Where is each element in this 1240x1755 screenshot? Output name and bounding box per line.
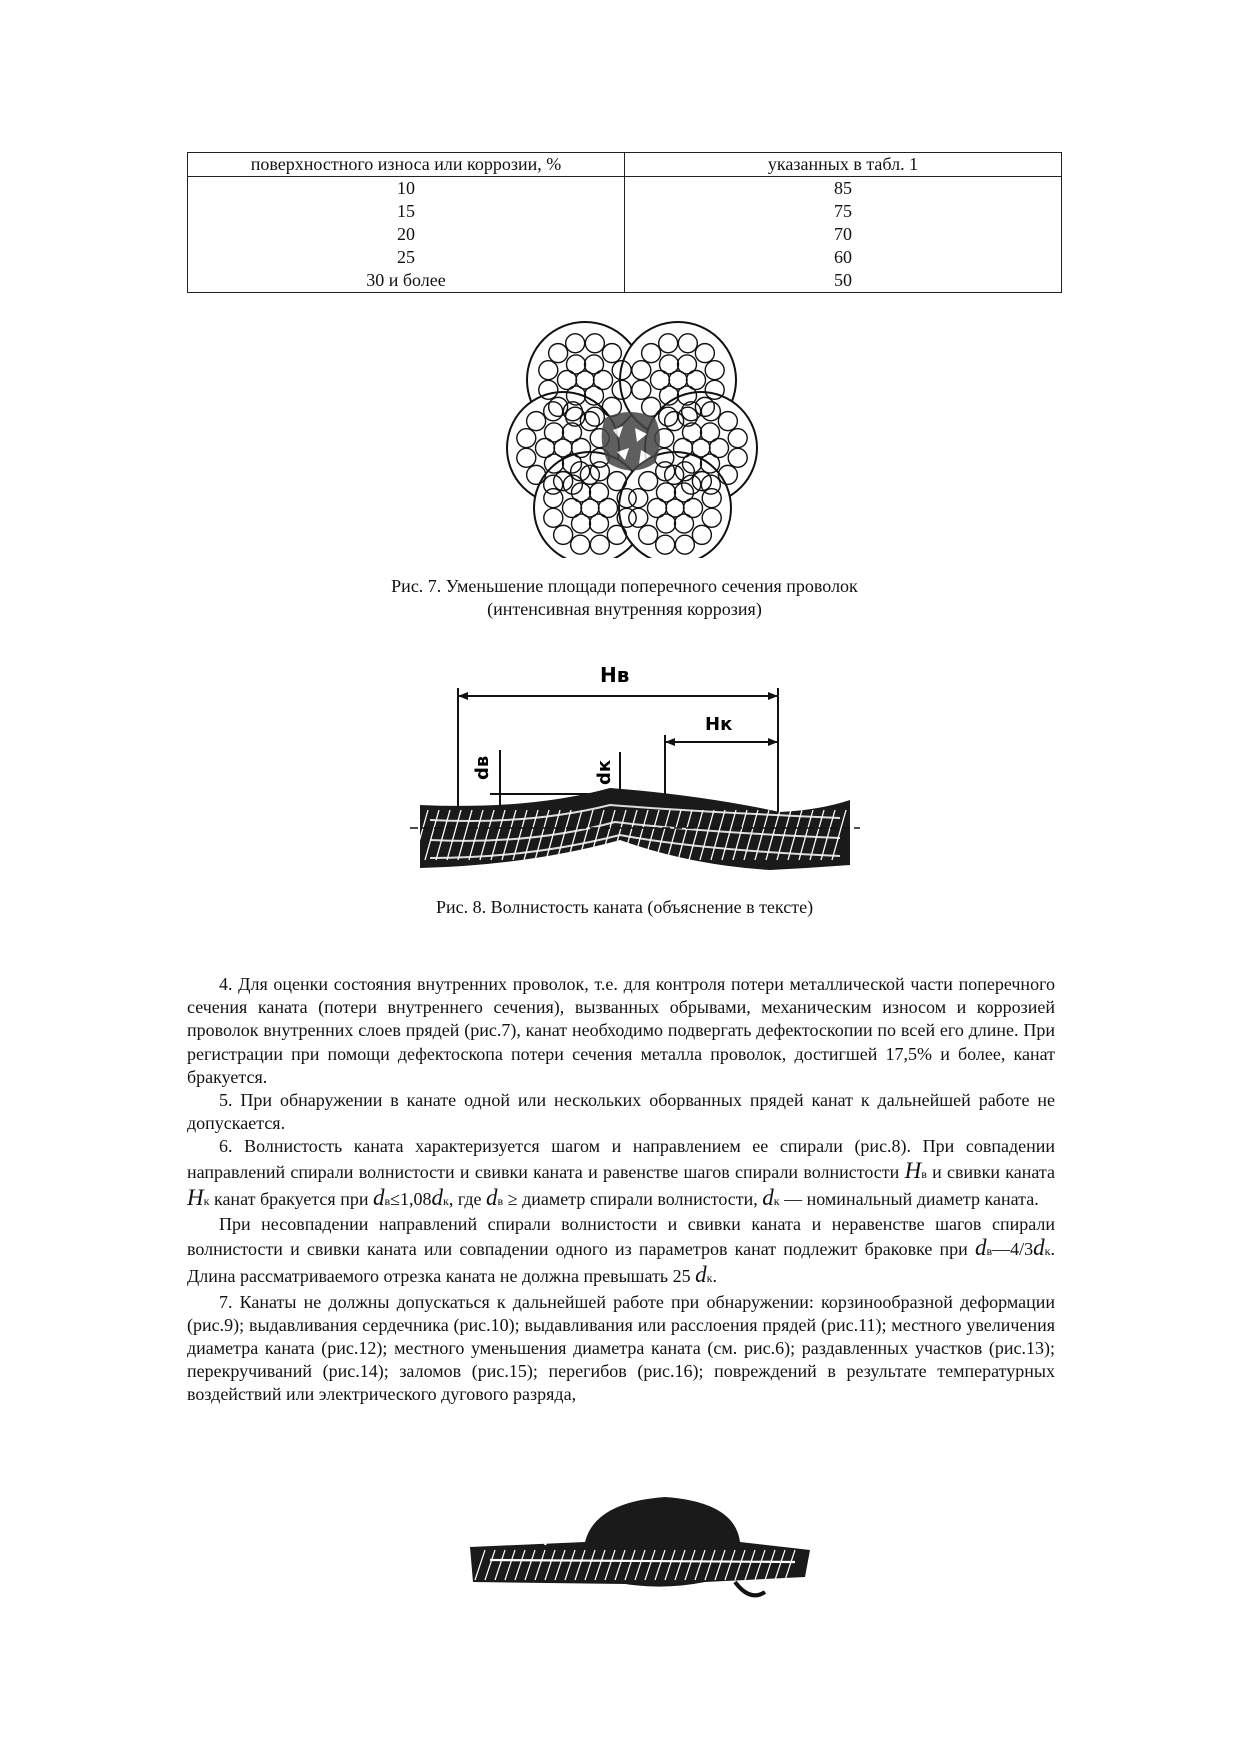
symbol-hv: H bbox=[904, 1157, 922, 1183]
symbol-hv-sub: в bbox=[921, 1166, 927, 1181]
symbol-dv-sub: в bbox=[986, 1244, 993, 1259]
p6-text-g: — номинальный диаметр каната. bbox=[779, 1188, 1039, 1209]
symbol-dv: d bbox=[372, 1184, 385, 1210]
table-row bbox=[188, 177, 1062, 201]
table-header-wear: поверхностного износа или коррозии, % bbox=[188, 153, 625, 177]
symbol-dk-sub: к bbox=[773, 1193, 780, 1208]
symbol-dk: d bbox=[695, 1262, 707, 1288]
table-cell-wear: 15 bbox=[188, 200, 625, 223]
table-row bbox=[188, 269, 1062, 293]
fig7-caption-line1: Рис. 7. Уменьшение площади поперечного сечения проволок bbox=[391, 576, 858, 596]
p6-text-f: ≥ диаметр спирали волнистости, bbox=[503, 1188, 763, 1209]
paragraph-7: 7. Канаты не должны допускаться к дальнейшей работе при обнаружении: корзинообразной деформации (рис.9); выдавливания сердечника (рис.10); выдавливания или расслоения прядей (рис.11); местного увеличения диаметра каната (рис.12); местного уменьшения диаметра каната (см. рис.6); раздавленных участков (рис.13); перекручиваний (рис.14); заломов (рис.15); перегибов (рис.16); повреждений в результате температурных воздействий или электрического дугового разряда, bbox=[187, 1291, 1055, 1405]
table-row bbox=[188, 200, 1062, 223]
symbol-hk-sub: к bbox=[203, 1193, 210, 1208]
label-dk: dк bbox=[594, 759, 615, 785]
rope-waviness-figure bbox=[410, 660, 860, 885]
p6b-text-c: . Длина рассматриваемого отрезка каната не должна превышать 25 bbox=[187, 1239, 1055, 1287]
paragraph-4: 4. Для оценки состояния внутренних проволок, т.е. для контроля потери металлической части поперечного сечения каната (потери внутреннего сечения), вызванных обрывами, механическим износом и коррозией проволок внутренних слоев прядей (рис.7), канат необходимо подвергать дефектоскопии по всей его длине. При регистрации при помощи дефектоскопа потери сечения металла проволок, достигшей 17,5% и более, канат бракуется. bbox=[187, 974, 1055, 1087]
symbol-hk: H bbox=[187, 1184, 204, 1210]
table-cell-pct: 50 bbox=[625, 269, 1062, 293]
p6-text-e: , где bbox=[448, 1188, 487, 1209]
symbol-dk: d bbox=[1033, 1235, 1045, 1261]
symbol-dv: d bbox=[486, 1184, 498, 1210]
table-cell-pct: 60 bbox=[625, 246, 1062, 269]
table-cell-wear: 30 и более bbox=[188, 269, 625, 293]
label-hk: Hк bbox=[705, 714, 733, 735]
table-cell-wear: 10 bbox=[188, 177, 625, 201]
table-cell-wear: 25 bbox=[188, 246, 625, 269]
p6-text-b: и свивки каната bbox=[926, 1161, 1056, 1182]
p6-text-c: канат бракуется при bbox=[209, 1188, 373, 1209]
table-cell-pct: 85 bbox=[625, 177, 1062, 201]
symbol-dv-sub: в bbox=[497, 1193, 504, 1208]
fig7-caption-line2: (интенсивная внутренняя коррозия) bbox=[487, 599, 762, 619]
body-text bbox=[187, 973, 1055, 1407]
paragraph-6b bbox=[187, 1213, 1055, 1291]
p6b-text-b: —4/3 bbox=[992, 1239, 1034, 1260]
table-header-row bbox=[188, 153, 1062, 177]
symbol-dk: d bbox=[762, 1184, 774, 1210]
fig8-caption: Рис. 8. Волнистость каната (объяснение в тексте) bbox=[435, 897, 814, 917]
table-header-pct: указанных в табл. 1 bbox=[625, 153, 1062, 177]
table-cell-pct: 75 bbox=[625, 200, 1062, 223]
label-hv: Hв bbox=[600, 663, 630, 687]
p6b-text-a: При несовпадении направлений спирали волнистости и свивки каната и неравенстве шагов спирали волнистости и свивки каната или совпадении одного из параметров канат подлежит браковке при bbox=[187, 1214, 1055, 1260]
p6b-text-end: . bbox=[712, 1266, 717, 1287]
symbol-dk: d bbox=[431, 1184, 444, 1210]
symbol-dk-sub: к bbox=[706, 1271, 713, 1286]
p6-text-a: 6. Волнистость каната характеризуется шагом и направлением ее спирали (рис.8). При совпадении направлений спирали волнистости и свивки каната и равенстве шагов спирали волнистости bbox=[187, 1136, 1055, 1182]
symbol-dv-sub: в bbox=[384, 1193, 391, 1208]
label-dv: dв bbox=[472, 755, 493, 780]
table-cell-wear: 20 bbox=[188, 223, 625, 246]
table-row bbox=[188, 223, 1062, 246]
rope-deformation-figure bbox=[465, 1472, 815, 1607]
symbol-dk-sub: к bbox=[1044, 1244, 1051, 1259]
paragraph-5: 5. При обнаружении в канате одной или нескольких оборванных прядей канат к дальнейшей работе не допускается. bbox=[187, 1090, 1055, 1134]
table-cell-pct: 70 bbox=[625, 223, 1062, 246]
paragraph-6 bbox=[187, 1135, 1055, 1213]
symbol-dv: d bbox=[974, 1235, 987, 1261]
wear-table bbox=[187, 152, 1062, 293]
fig7-caption bbox=[187, 575, 1062, 621]
table-row bbox=[188, 246, 1062, 269]
symbol-dk-sub: к bbox=[443, 1193, 449, 1208]
rope-cross-section-figure bbox=[505, 318, 765, 558]
p6-text-d: ≤1,08 bbox=[390, 1188, 432, 1209]
